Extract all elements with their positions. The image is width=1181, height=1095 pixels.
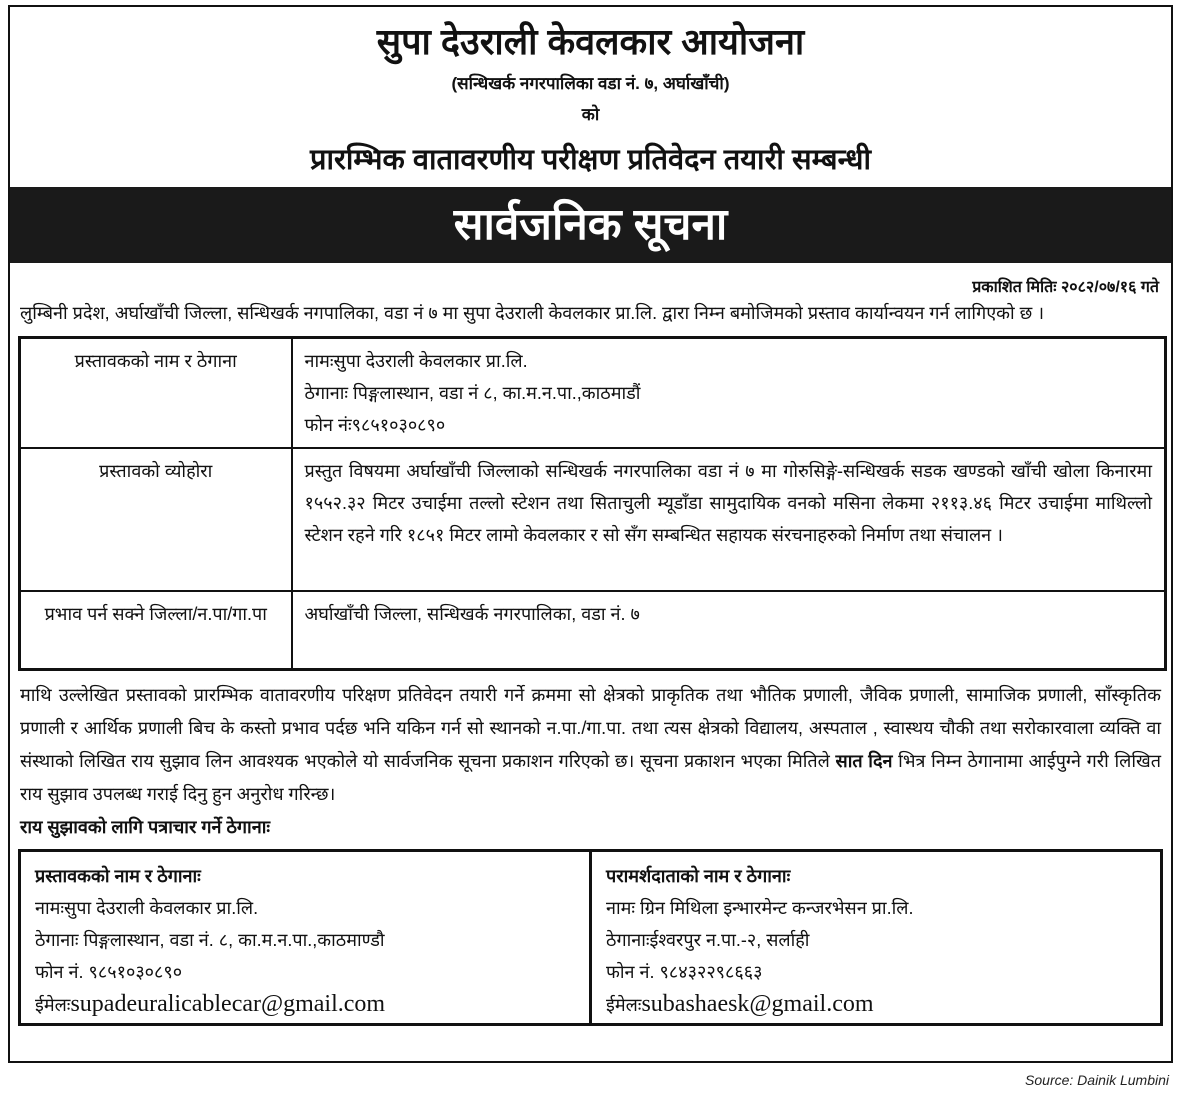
project-title: सुपा देउराली केवलकार आयोजना (376, 21, 805, 62)
table-row (20, 338, 1166, 449)
email-label: ईमेलः (606, 994, 642, 1015)
source-credit: Source: Dainik Lumbini (1025, 1072, 1169, 1088)
notice-subject: प्रारम्भिक वातावरणीय परीक्षण प्रतिवेदन तयारी सम्बन्धी (310, 144, 871, 176)
row-label: प्रभाव पर्न सक्ने जिल्ला/न.पा/गा.पा (20, 591, 292, 669)
proposer-name: नामःसुपा देउराली केवलकार प्रा.लि. (304, 351, 528, 371)
row-value (292, 338, 1166, 449)
body-highlight: सात दिन (835, 750, 893, 771)
body-text-end: भित्र निम्न ठेगानामा आईपुग्ने गरी लिखित राय सुझाव उपलब्ध गराई दिनु हुन अनुरोध गरिन्छ। (20, 750, 1161, 804)
proposer-contact (21, 852, 589, 1023)
contact-heading: प्रस्तावकको नाम र ठेगानाः (35, 865, 201, 886)
published-date: प्रकाशित मितिः २०८२/०७/१६ गते (972, 279, 1159, 296)
connector: को (581, 105, 600, 124)
contact-email[interactable]: supadeuralicablecar@gmail.com (70, 990, 386, 1017)
contact-email-line (35, 988, 575, 1021)
row-value: प्रस्तुत विषयमा अर्घाखाँची जिल्लाको सन्धिखर्क नगरपालिका वडा नं ७ मा गोरुसिङ्गे-सन्धिखर्क सडक खण्डको खाँची खोला किनारमा १५५२.३२ मिटर उचाईमा तल्लो स्टेशन तथा सिताचुली म्यूडाँडा सामुदायिक वनको मसिना लेकमा २११३.४६ मिटर उचाईमा माथिल्लो स्टेशन रहने गरि १८५१ मिटर लामो केवलकार र सो सँग सम्बन्धित सहायक संरचनाहरुको निर्माण तथा संचालन । (292, 448, 1166, 591)
notice-header (10, 7, 1171, 187)
table-row (20, 448, 1166, 591)
intro-paragraph: लुम्बिनी प्रदेश, अर्घाखाँची जिल्ला, सन्धिखर्क नगपालिका, वडा नं ७ मा सुपा देउराली केवलकार प्रा.लि. द्वारा निम्न बमोजिमको प्रस्ताव कार्यान्वयन गर्न लागिएको छ । (20, 303, 1045, 323)
body-paragraph (10, 679, 1171, 811)
contact-title: राय सुझावको लागि पत्राचार गर्ने ठेगानाः (20, 816, 271, 837)
row-value: अर्घाखाँची जिल्ला, सन्धिखर्क नगरपालिका, वडा नं. ७ (292, 591, 1166, 669)
contacts-table (18, 849, 1163, 1026)
proposal-table (18, 336, 1167, 671)
row-label: प्रस्तावको व्योहोरा (20, 448, 292, 591)
consultant-contact (589, 852, 1160, 1023)
notice (8, 5, 1173, 1063)
proposer-phone: फोन नंः९८५१०३०८९० (304, 415, 446, 435)
contact-address: ठेगानाःईश्वरपुर न.पा.-२, सर्लाही (606, 929, 810, 950)
contact-phone: फोन नं. ९८५१०३०८९० (35, 961, 183, 982)
contact-heading: परामर्शदाताको नाम र ठेगानाः (606, 865, 791, 886)
row-label: प्रस्तावकको नाम र ठेगाना (20, 338, 292, 449)
contact-address: ठेगानाः पिङ्गलास्थान, वडा नं. ८, का.म.न.पा.,काठमाण्डौ (35, 929, 385, 950)
email-label: ईमेलः (35, 994, 71, 1015)
project-location: (सन्धिखर्क नगरपालिका वडा नं. ७, अर्घाखाँची) (451, 74, 730, 93)
contact-name: नामःसुपा देउराली केवलकार प्रा.लि. (35, 897, 259, 918)
contact-name: नामः ग्रिन मिथिला इन्भारमेन्ट कन्जरभेसन प्रा.लि. (606, 897, 914, 918)
proposer-address: ठेगानाः पिङ्गलास्थान, वडा नं ८, का.म.न.पा.,काठमाडौं (304, 383, 641, 403)
body-text: माथि उल्लेखित प्रस्तावको प्रारम्भिक वातावरणीय परिक्षण प्रतिवेदन तयारी गर्ने क्रममा सो क्षेत्रको प्राकृतिक तथा भौतिक प्रणाली, जैविक प्रणाली, सामाजिक प्रणाली, साँस्कृतिक प्रणाली र आर्थिक प्रणाली बिच के कस्तो प्रभाव पर्दछ भनि यकिन गर्न सो स्थानको न.पा./गा.पा. तथा त्यस क्षेत्रको विद्यालय, अस्पताल , स्वास्थय चौकी तथा सरोकारवाला व्यक्ति वा संस्थाको लिखित राय सुझाव लिन आवश्यक भएकोले यो सार्वजनिक सूचना प्रकाशन गरिएको छ। सूचना प्रकाशन भएका मितिले (20, 684, 1161, 771)
contact-email-line (606, 988, 1146, 1021)
notice-banner: सार्वजनिक सूचना (10, 187, 1171, 263)
table-row (20, 591, 1166, 669)
contact-email[interactable]: subashaesk@gmail.com (641, 990, 874, 1017)
contact-phone: फोन नं. ९८४३२२९८६६३ (606, 961, 763, 982)
